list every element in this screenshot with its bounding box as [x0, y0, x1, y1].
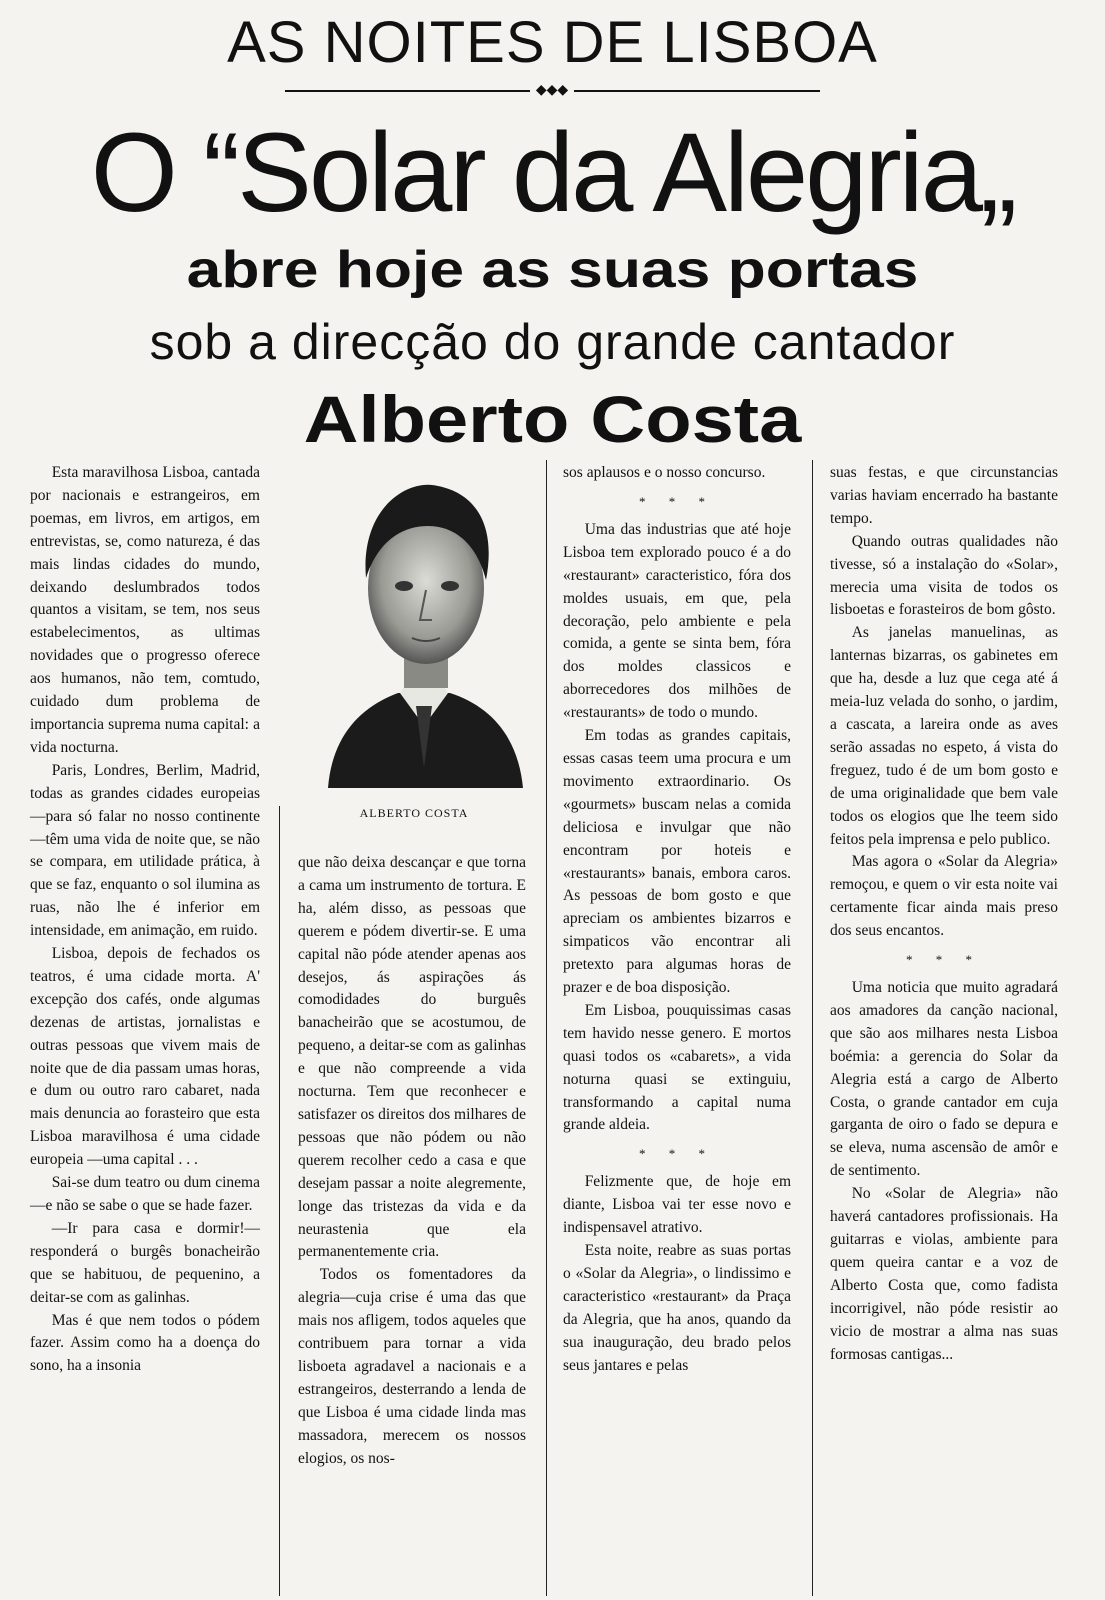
paragraph: Em todas as grandes capitais, essas casas teem uma procura e um movimento extraordinario. Os «gourmets» buscam nelas a comida deliciosa e invulgar que não encontram por hoteis e «restaurants» banais, embora caros. As pessoas de bom gosto e que apreciam os ambientes bizarros e simpaticos vão encontrar ali pretexto para algumas horas de prazer e de boa disposição.	[563, 727, 791, 997]
paragraph: As janelas manuelinas, as lanternas bizarras, os gabinetes em que ha, desde a luz que cega até á meia-luz velada do sonho, o jardim, a cascata, a lareira onde as aves serão assadas no espeto, á vista do freguez, tudo é de um bom gosto e de uma originalidade que bem vale todos os elogios que lhe teem sido feitos pela imprensa e pelo publico.	[830, 624, 1058, 848]
headline: O “Solar da Alegria„	[90, 110, 1015, 235]
subheadline-name: Alberto Costa	[303, 382, 802, 456]
paragraph: que não deixa descançar e que torna a cama um instrumento de tortura. E ha, além disso, as pessoas que querem e pódem divertir-se. E uma capital não póde atender apenas aos desejos, ás aspirações ás comodidades do burguês banacheirão que se acostumou, de pequeno, a deitar-se com as galinhas e que não compreende a vida nocturna. Tem que reconhecer e satisfazer os direitos dos milhares de pessoas que não pódem ou não querem recolher cedo a casa e que desejam passar a noite alegremente, longe das tristezas da vida e da neurastenia que ela permanentemente cria.	[298, 854, 526, 1261]
paragraph: Em Lisboa, pouquissimas casas tem havido nesse genero. E mortos quasi todos os «cabarets», a vida noturna quasi se extinguiu, transformando a capital numa grande aldeia.	[563, 1001, 791, 1134]
subheadline-1: abre hoje as suas portas	[186, 241, 919, 299]
section-separator: * * *	[639, 1146, 715, 1162]
paragraph: Esta maravilhosa Lisboa, cantada por nacionais e estrangeiros, em poemas, em livros, em artigos, em entrevistas, se, como natureza, é das mais lindas cidades do mundo, deixando deslumbrados todos quantos a visitam, se tem, nos seus estabelecimentos, as ultimas novidades que o progresso oferece aos humanos, não tem, comtudo, cuidado dum problema de importancia suprema numa capital: a vida nocturna.	[30, 464, 260, 756]
paragraph: Lisboa, depois de fechados os teatros, é uma cidade morta. A' excepção dos cafés, onde algumas dezenas de artistas, jornalistas e outras pessoas que vivem mais de noite que de dia passam umas horas, e dum ou outro raro cabaret, nada mais denuncia ao forasteiro que esta Lisboa maravilhosa é uma cidade europeia —uma capital . . .	[30, 945, 260, 1169]
paragraph: Mas agora o «Solar da Alegria» remoçou, e quem o vir esta noite vai certamente ficar ainda mais preso dos seus encantos.	[830, 853, 1058, 940]
paragraph: Quando outras qualidades não tivesse, só a instalação do «Solar», merecia uma visita de todos os lisboetas e forasteiros de bom gôsto.	[830, 532, 1058, 619]
portrait-caption: ALBERTO COSTA	[359, 806, 469, 820]
section-separator: * * *	[906, 952, 982, 968]
section-separator: * * *	[639, 493, 715, 509]
paragraph: Paris, Londres, Berlim, Madrid, todas as grandes cidades europeias—para só falar no nosso continente—têm uma vida de noite que, se não se compara, em utilidade prática, à que se faz, enquanto o sol ilumina as ruas, não lhe é inferior em intensidade, em animação, em ruido.	[30, 761, 260, 940]
article-column-4	[830, 462, 1058, 1366]
column-rule-1	[279, 806, 280, 1596]
portrait-photo	[318, 468, 530, 788]
article-column-2	[298, 852, 526, 1470]
subheadline-2: sob a direcção do grande cantador	[149, 314, 956, 370]
paragraph: Sai-se dum teatro ou dum cinema—e não se sabe o que se hade fazer.	[30, 1174, 260, 1214]
column-rule-3	[812, 460, 813, 1596]
paragraph: Todos os fomentadores da alegria—cuja crise é uma das que mais nos afligem, todos aqueles que contribuem para tornar a vida lisboeta agradavel a nacionais e a estrangeiros, desterrando a lenda de que Lisboa é uma cidade linda mas massadora, merecem os nossos elogios, os nos-	[298, 1266, 526, 1467]
paragraph: Uma noticia que muito agradará aos amadores da canção nacional, que são aos milhares nesta Lisboa boémia: a gerencia do Solar da Alegria está a cargo de Alberto Costa, o grande cantador em cuja garganta de oiro o fado se depura e se eleva, numa ascensão de amôr e de sentimento.	[830, 979, 1058, 1180]
paragraph: —Ir para casa e dormir!— responderá o burgês bonacheirão que se habituou, de pequenino, a deitar-se com as galinhas.	[30, 1219, 260, 1306]
paragraph: suas festas, e que circunstancias varias haviam encerrado ha bastante tempo.	[830, 464, 1058, 527]
paragraph: sos aplausos e o nosso concurso.	[563, 464, 766, 481]
column-rule-2	[546, 460, 547, 1596]
paragraph: Esta noite, reabre as suas portas o «Solar da Alegria», o lindissimo e caracteristico «restaurant» da Praça da Alegria, que ha anos, quando da sua inauguração, deu brado pelos seus jantares e pelas	[563, 1242, 791, 1374]
article-column-1	[30, 462, 260, 1378]
paragraph: Uma das industrias que até hoje Lisboa tem explorado pouco é a do «restaurant» caracteristico, fóra dos moldes usuais, em que, pela decoração, pelo ambiente e pela comida, a gente se sinta bem, fóra dos moldes classicos e aborrecedores dos milhões de «restaurants» de todo o mundo.	[563, 520, 791, 722]
article-column-3	[563, 462, 791, 1378]
divider-ornament: ◆◆◆	[530, 82, 574, 98]
paragraph: No «Solar de Alegria» não haverá cantadores profissionais. Ha guitarras e violas, ambiente para quem queira cantar e a voz de Alberto Costa que, como fadista incorrigivel, não póde resistir ao vicio de mostrar a alma nas suas formosas cantigas...	[830, 1185, 1058, 1363]
paragraph: Felizmente que, de hoje em diante, Lisboa vai ter esse novo e indispensavel atrativo.	[563, 1173, 791, 1237]
paragraph: Mas é que nem todos o pódem fazer. Assim como ha a doença do sono, ha a insonia	[30, 1311, 260, 1375]
section-kicker: AS NOITES DE LISBOA	[227, 10, 878, 75]
